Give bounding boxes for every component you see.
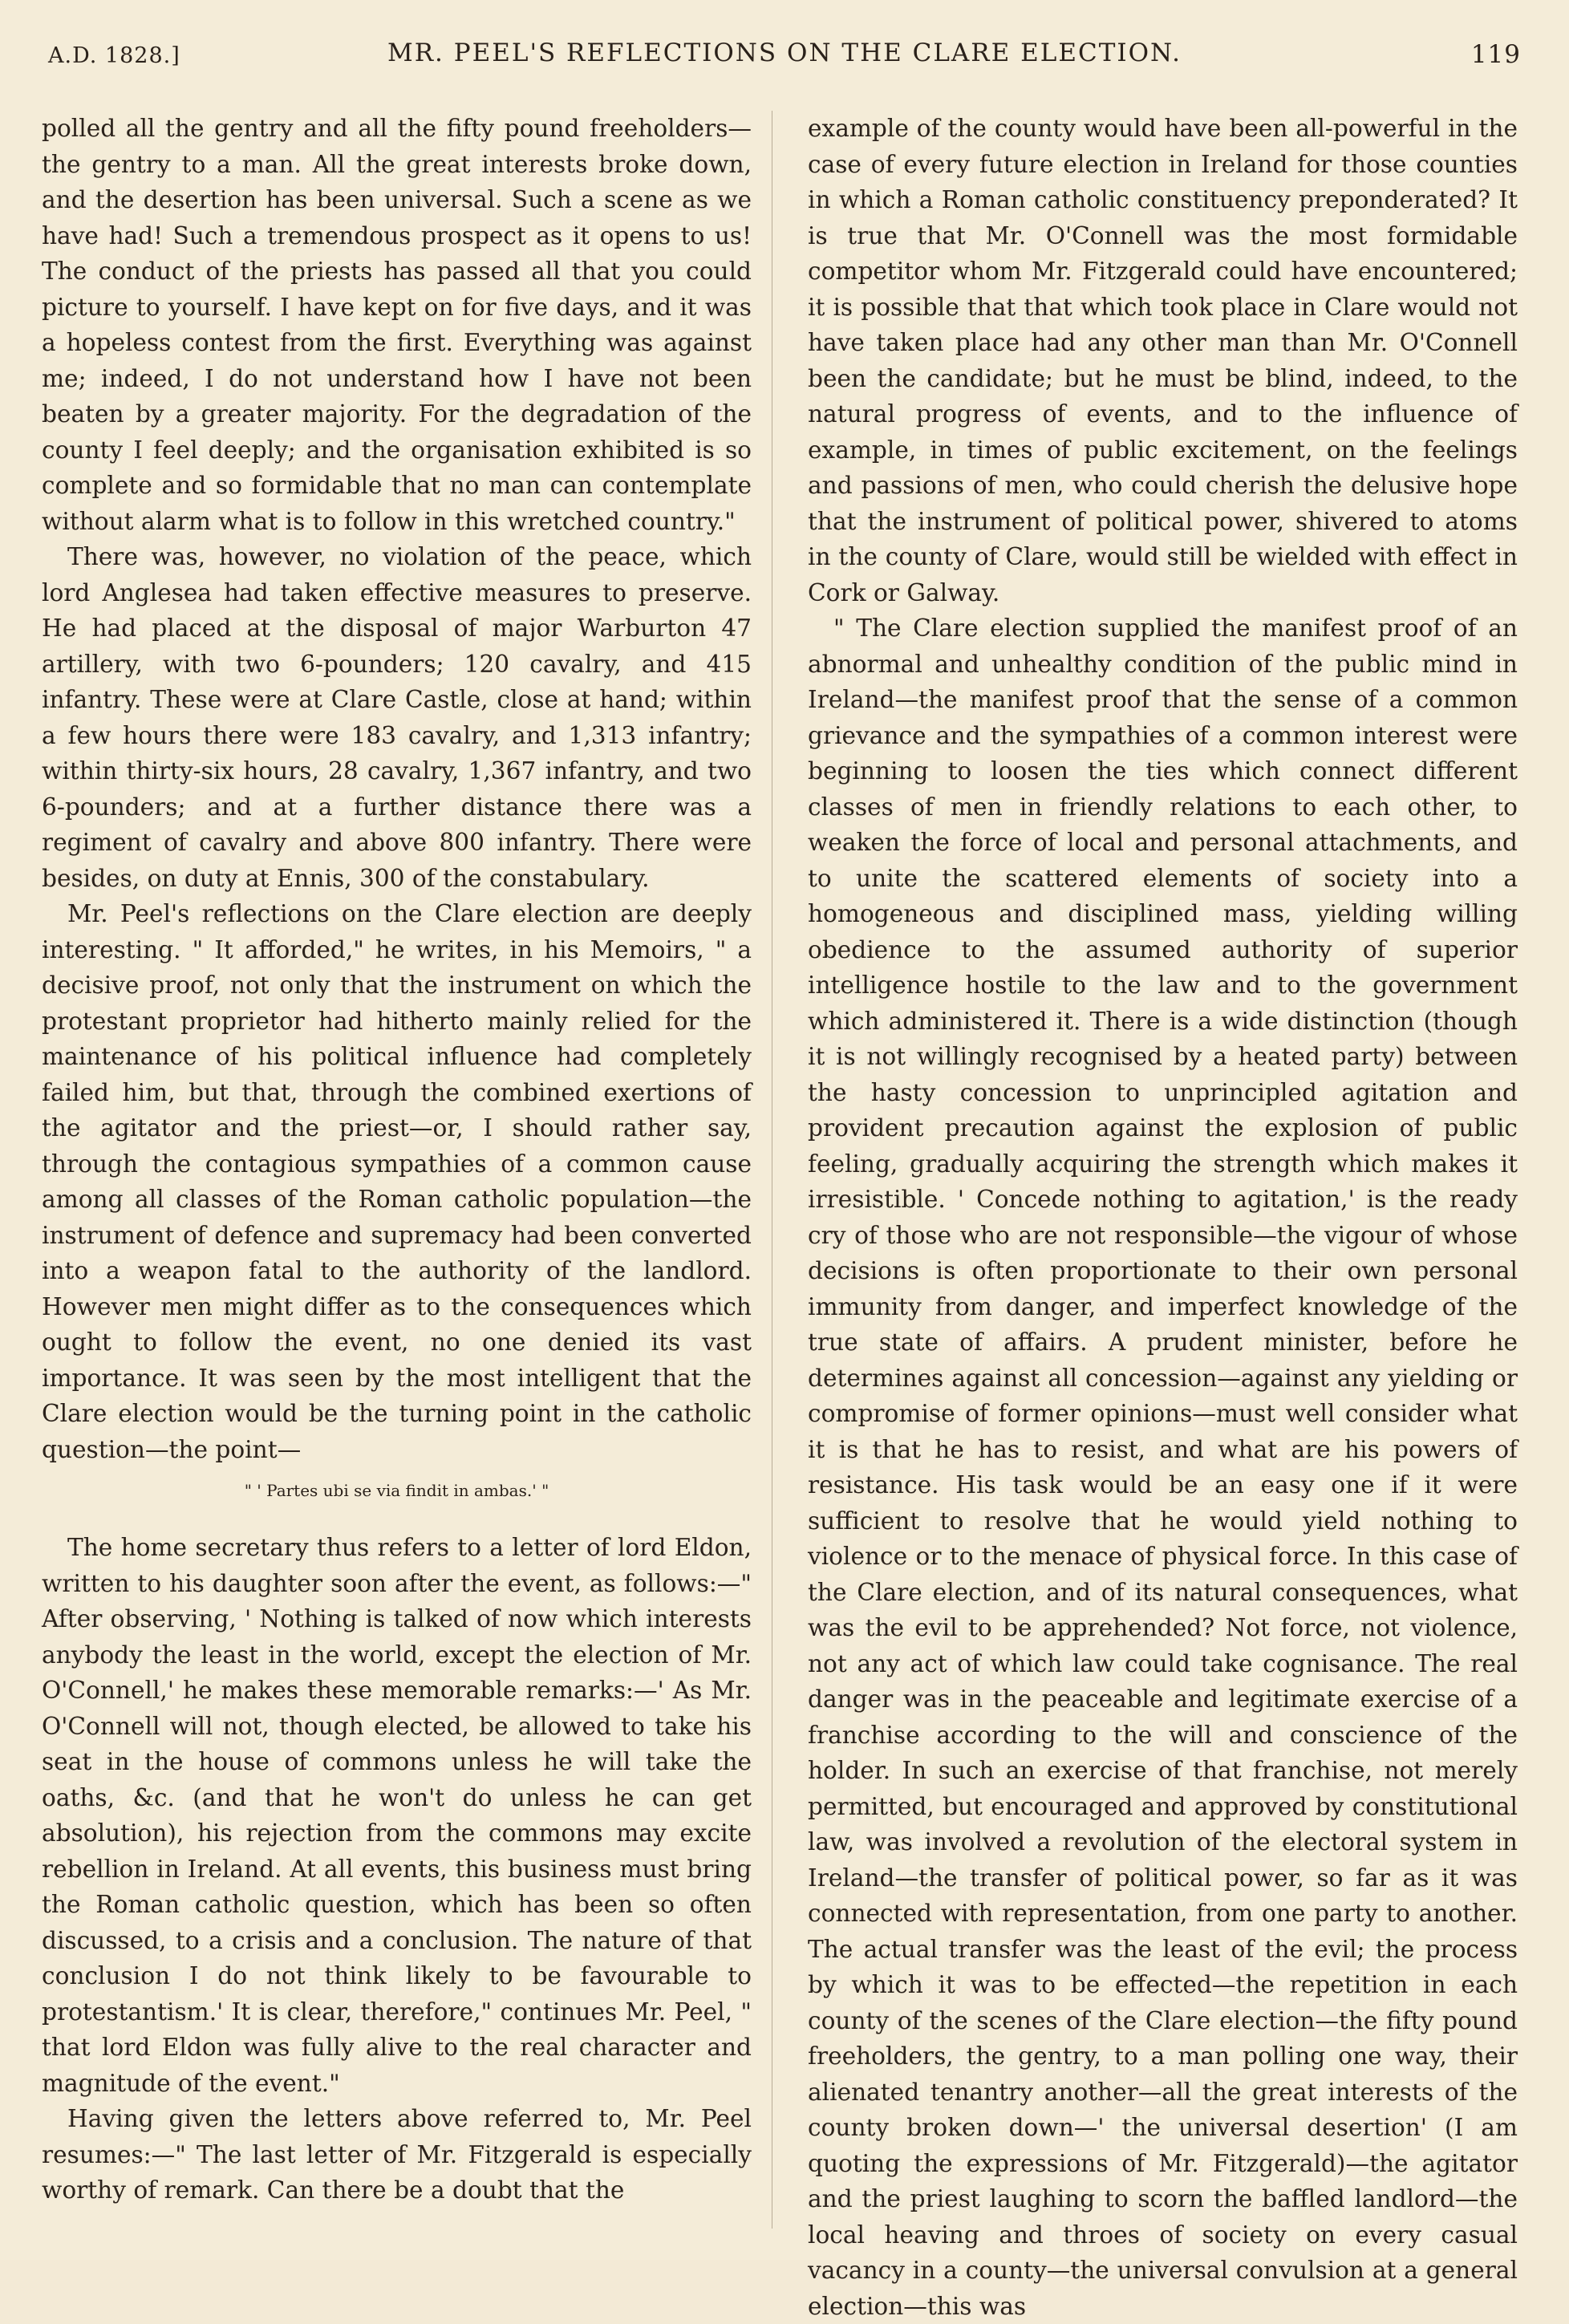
right-column — [808, 111, 1518, 2320]
right-paragraph-1: example of the county would have been all-powerful in the case of every future election in Ireland for those counties in which a Roman catholic constituency preponderated? It is true that Mr. O'Connell was the most formidable competitor whom Mr. Fitzgerald could have encountered; it is possible that that which took place in Clare would not have taken place had any other man than Mr. O'Connell been the candidate; but he must be blind, indeed, to the natural progress of events, and to the influence of example, in times of public excitement, on the feelings and passions of men, who could cherish the delusive hope that the instrument of political power, shivered to atoms in the county of Clare, would still be wielded with effect in Cork or Galway. — [808, 115, 1518, 606]
running-head — [48, 39, 1521, 79]
running-head-title: MR. PEEL'S REFLECTIONS ON THE CLARE ELECTION. — [387, 39, 1182, 67]
left-paragraph-3: Mr. Peel's reflections on the Clare election are deeply interesting. " It afforded," he writes, in his Memoirs, " a decisive proof, not only that the instrument on which the protestant proprietor had hitherto mainly relied for the maintenance of his political influence had completely failed him, but that, through the combined exertions of the agitator and the priest—or, I should rather say, through the contagious sympathies of a common cause among all classes of the Roman catholic population—the instrument of defence and supremacy had been converted into a weapon fatal to the authority of the landlord. However men might differ as to the consequences which ought to follow the event, no one denied its vast importance. It was seen by the most intelligent that the Clare election would be the turning point in the catholic question—the point— — [42, 900, 752, 1463]
latin-quotation: " ' Partes ubi se via findit in ambas.' " — [244, 1481, 549, 1500]
left-paragraph-2: There was, however, no violation of the peace, which lord Anglesea had taken effective measures to preserve. He had placed at the disposal of major Warburton 47 artillery, with two 6-pounders; 120 cavalry, and 415 infantry. These were at Clare Castle, close at hand; within a few hours there were 183 cavalry, and 1,313 infantry; within thirty-six hours, 28 cavalry, 1,367 infantry, and two 6-pounders; and at a further distance there was a regiment of cavalry and above 800 infantry. There were besides, on duty at Ennis, 300 of the constabulary. — [42, 543, 752, 892]
left-paragraph-1: polled all the gentry and all the fifty pound freeholders—the gentry to a man. All the great interests broke down, and the desertion has been universal. Such a scene as we have had! Such a tremendous prospect as it opens to us! The conduct of the priests has passed all that you could picture to yourself. I have kept on for five days, and it was a hopeless contest from the first. Everything was against me; indeed, I do not understand how I have not been beaten by a greater majority. For the degradation of the county I feel deeply; and the organisation exhibited is so complete and so formidable that no man can contemplate without alarm what is to follow in this wretched country." — [42, 115, 752, 535]
running-head-date: A.D. 1828.] — [48, 43, 180, 68]
left-paragraph-4: The home secretary thus refers to a letter of lord Eldon, written to his daughter soon after the event, as follows:—" After observing, ' Nothing is talked of now which interests anybody the least in the world, except the election of Mr. O'Connell,' he makes these memorable remarks:—' As Mr. O'Connell will not, though elected, be allowed to take his seat in the house of commons unless he will take the oaths, &c. (and that he won't do unless he can get absolution), his rejection from the commons may excite rebellion in Ireland. At all events, this business must bring the Roman catholic question, which has been so often discussed, to a crisis and a conclusion. The nature of that conclusion I do not think likely to be favourable to protestantism.' It is clear, therefore," continues Mr. Peel, " that lord Eldon was fully alive to the real character and magnitude of the event." — [42, 1534, 752, 2097]
left-paragraph-5: Having given the letters above referred to, Mr. Peel resumes:—" The last letter of Mr. Fitzgerald is especially worthy of remark. Can there be a doubt that the — [42, 2105, 752, 2204]
left-column — [42, 111, 752, 2229]
right-paragraph-2: " The Clare election supplied the manifest proof of an abnormal and unhealthy condition of the public mind in Ireland—the manifest proof that the sense of a common grievance and the sympathies of a common interest were beginning to loosen the ties which connect different classes of men in friendly relations to each other, to weaken the force of local and personal attachments, and to unite the scattered elements of society into a homogeneous and disciplined mass, yielding willing obedience to the assumed authority of superior intelligence hostile to the law and to the government which administered it. There is a wide distinction (though it is not willingly recognised by a heated party) between the hasty concession to unprincipled agitation and provident precaution against the explosion of public feeling, gradually acquiring the strength which makes it irresistible. ' Concede nothing to agitation,' is the ready cry of those who are not responsible—the vigour of whose decisions is often proportionate to their own personal immunity from danger, and imperfect knowledge of the true state of affairs. A prudent minister, before he determines against all concession—against any yielding or compromise of former opinions—must well consider what it is that he has to resist, and what are his powers of resistance. His task would be an easy one if it were sufficient to resolve that he would yield nothing to violence or to the menace of physical force. In this case of the Clare election, and of its natural consequences, what was the evil to be apprehended? Not force, not violence, not any act of which law could take cognisance. The real danger was in the peaceable and legitimate exercise of a franchise according to the will and conscience of the holder. In such an exercise of that franchise, not merely permitted, but encouraged and approved by constitutional law, was involved a revolution of the electoral system in Ireland—the transfer of political power, so far as it was connected with representation, from one party to another. The actual transfer was the least of the evil; the process by which it was to be effected—the repetition in each county of the scenes of the Clare election—the fifty pound freeholders, the gentry, to a man polling one way, their alienated tenantry another—all the great interests of the county broken down—' the universal desertion' (I am quoting the expressions of Mr. Fitzgerald)—the agitator and the priest laughing to scorn the baffled landlord—the local heaving and throes of society on every casual vacancy in a county—the universal convulsion at a general election—this was — [808, 614, 1518, 2320]
page-number: 119 — [1470, 40, 1521, 69]
